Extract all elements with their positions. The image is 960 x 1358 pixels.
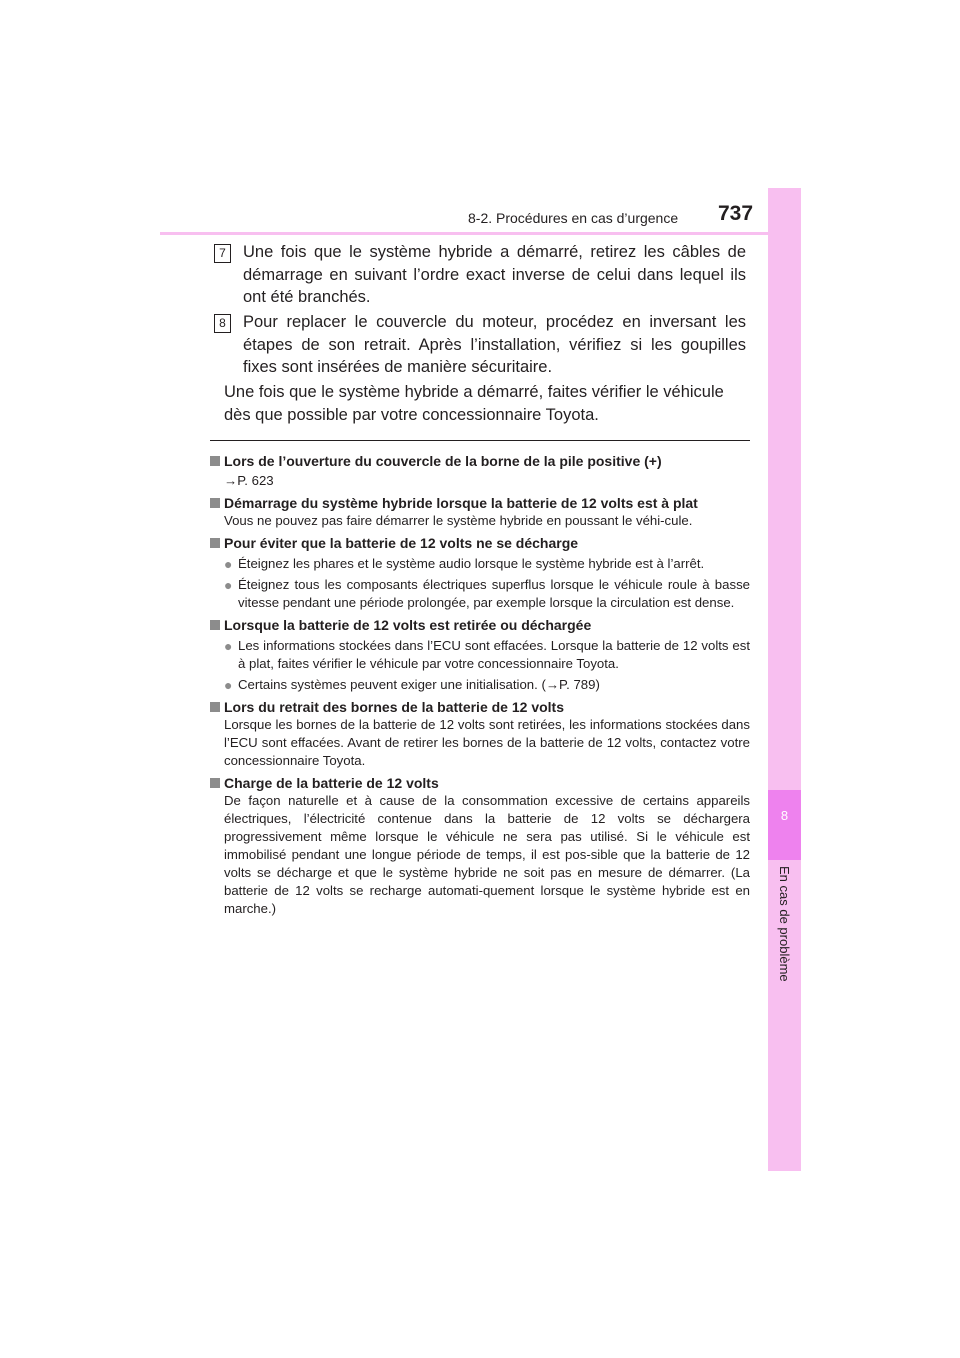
chapter-number-tab — [768, 790, 801, 860]
step-text: Une fois que le système hybride a démarré, retirez les câbles de démarrage en suivant l’ordre exact inverse de celui dans lequel ils ont été branchés. — [243, 243, 746, 306]
round-bullet-icon: ● — [224, 677, 233, 693]
section-title: 8-2. Procédures en cas d’urgence — [468, 210, 679, 226]
step-number-box: 7 — [214, 244, 231, 263]
step-text: Pour replacer le couvercle du moteur, procédez en inversant les étapes de son retrait. Après l’installation, vérifiez si les goupilles fixes sont insérées de manière sécuritaire. — [243, 313, 746, 376]
square-bullet-icon — [210, 538, 220, 548]
step-number-box: 8 — [214, 314, 231, 333]
note-body: De façon naturelle et à cause de la consommation excessive de certains appareils électriques, l’électricité contenue dans la batterie de 12 volts se déchargera progressivement même lorsque le véhicule ne sera pas utilisé. Si le véhicule est immobilisé pendant une longue période de temps, il est pos-sible que la batterie de 12 volts se décharge et que le système hybride ne soit pas en mesure de démarrer. (La batterie de 12 volts se recharge automati-quement lorsque le système hybride est en marche.) — [224, 793, 750, 916]
square-bullet-icon — [210, 778, 220, 788]
round-bullet-icon: ● — [224, 556, 233, 572]
conclusion-text: Une fois que le système hybride a démarré, faites vérifier le véhicule dès que possible par votre concessionnaire Toyota. — [224, 383, 724, 424]
note-heading: Lors de l’ouverture du couvercle de la borne de la pile positive (+) — [210, 452, 750, 470]
note-heading: Lors du retrait des bornes de la batterie de 12 volts — [210, 698, 750, 716]
step-8 — [214, 311, 746, 379]
square-bullet-icon — [210, 702, 220, 712]
step-7 — [214, 241, 746, 309]
square-bullet-icon — [210, 456, 220, 466]
header-rule — [160, 232, 801, 235]
notes-divider — [210, 440, 750, 441]
chapter-number: 8 — [780, 808, 789, 823]
note-heading: Démarrage du système hybride lorsque la batterie de 12 volts est à plat — [210, 494, 750, 512]
page-reference: →P. 623 — [224, 473, 274, 488]
note-heading: Lorsque la batterie de 12 volts est retirée ou déchargée — [210, 616, 750, 634]
chapter-side-tab — [768, 188, 801, 1171]
chapter-label: En cas de problème — [777, 866, 792, 982]
list-item: ● Éteignez tous les composants électriques superflus lorsque le véhicule roule à basse vitesse pendant une période prolongée, par exemple lorsque la circulation est dense. — [224, 577, 750, 610]
square-bullet-icon — [210, 498, 220, 508]
list-item: ● Éteignez les phares et le système audio lorsque le système hybride est à l’arrêt. — [224, 556, 705, 572]
list-item: ● Les informations stockées dans l’ECU sont effacées. Lorsque la batterie de 12 volts est à plat, faites vérifier le véhicule par votre concessionnaire Toyota. — [224, 638, 750, 671]
note-body: Lorsque les bornes de la batterie de 12 volts sont retirées, les informations stockées dans l’ECU sont effacées. Avant de retirer les bornes de la batterie de 12 volts, contactez votre concessionnaire Toyota. — [224, 717, 750, 768]
square-bullet-icon — [210, 620, 220, 630]
page-number: 737 — [718, 202, 754, 225]
note-heading: Charge de la batterie de 12 volts — [210, 774, 750, 792]
round-bullet-icon: ● — [224, 577, 233, 593]
note-body: Vous ne pouvez pas faire démarrer le système hybride en poussant le véhi-cule. — [224, 513, 693, 528]
round-bullet-icon: ● — [224, 638, 233, 654]
notes-section — [210, 448, 750, 918]
note-heading: Pour éviter que la batterie de 12 volts ne se décharge — [210, 534, 750, 552]
list-item: ● Certains systèmes peuvent exiger une initialisation. (→P. 789) — [224, 677, 600, 693]
